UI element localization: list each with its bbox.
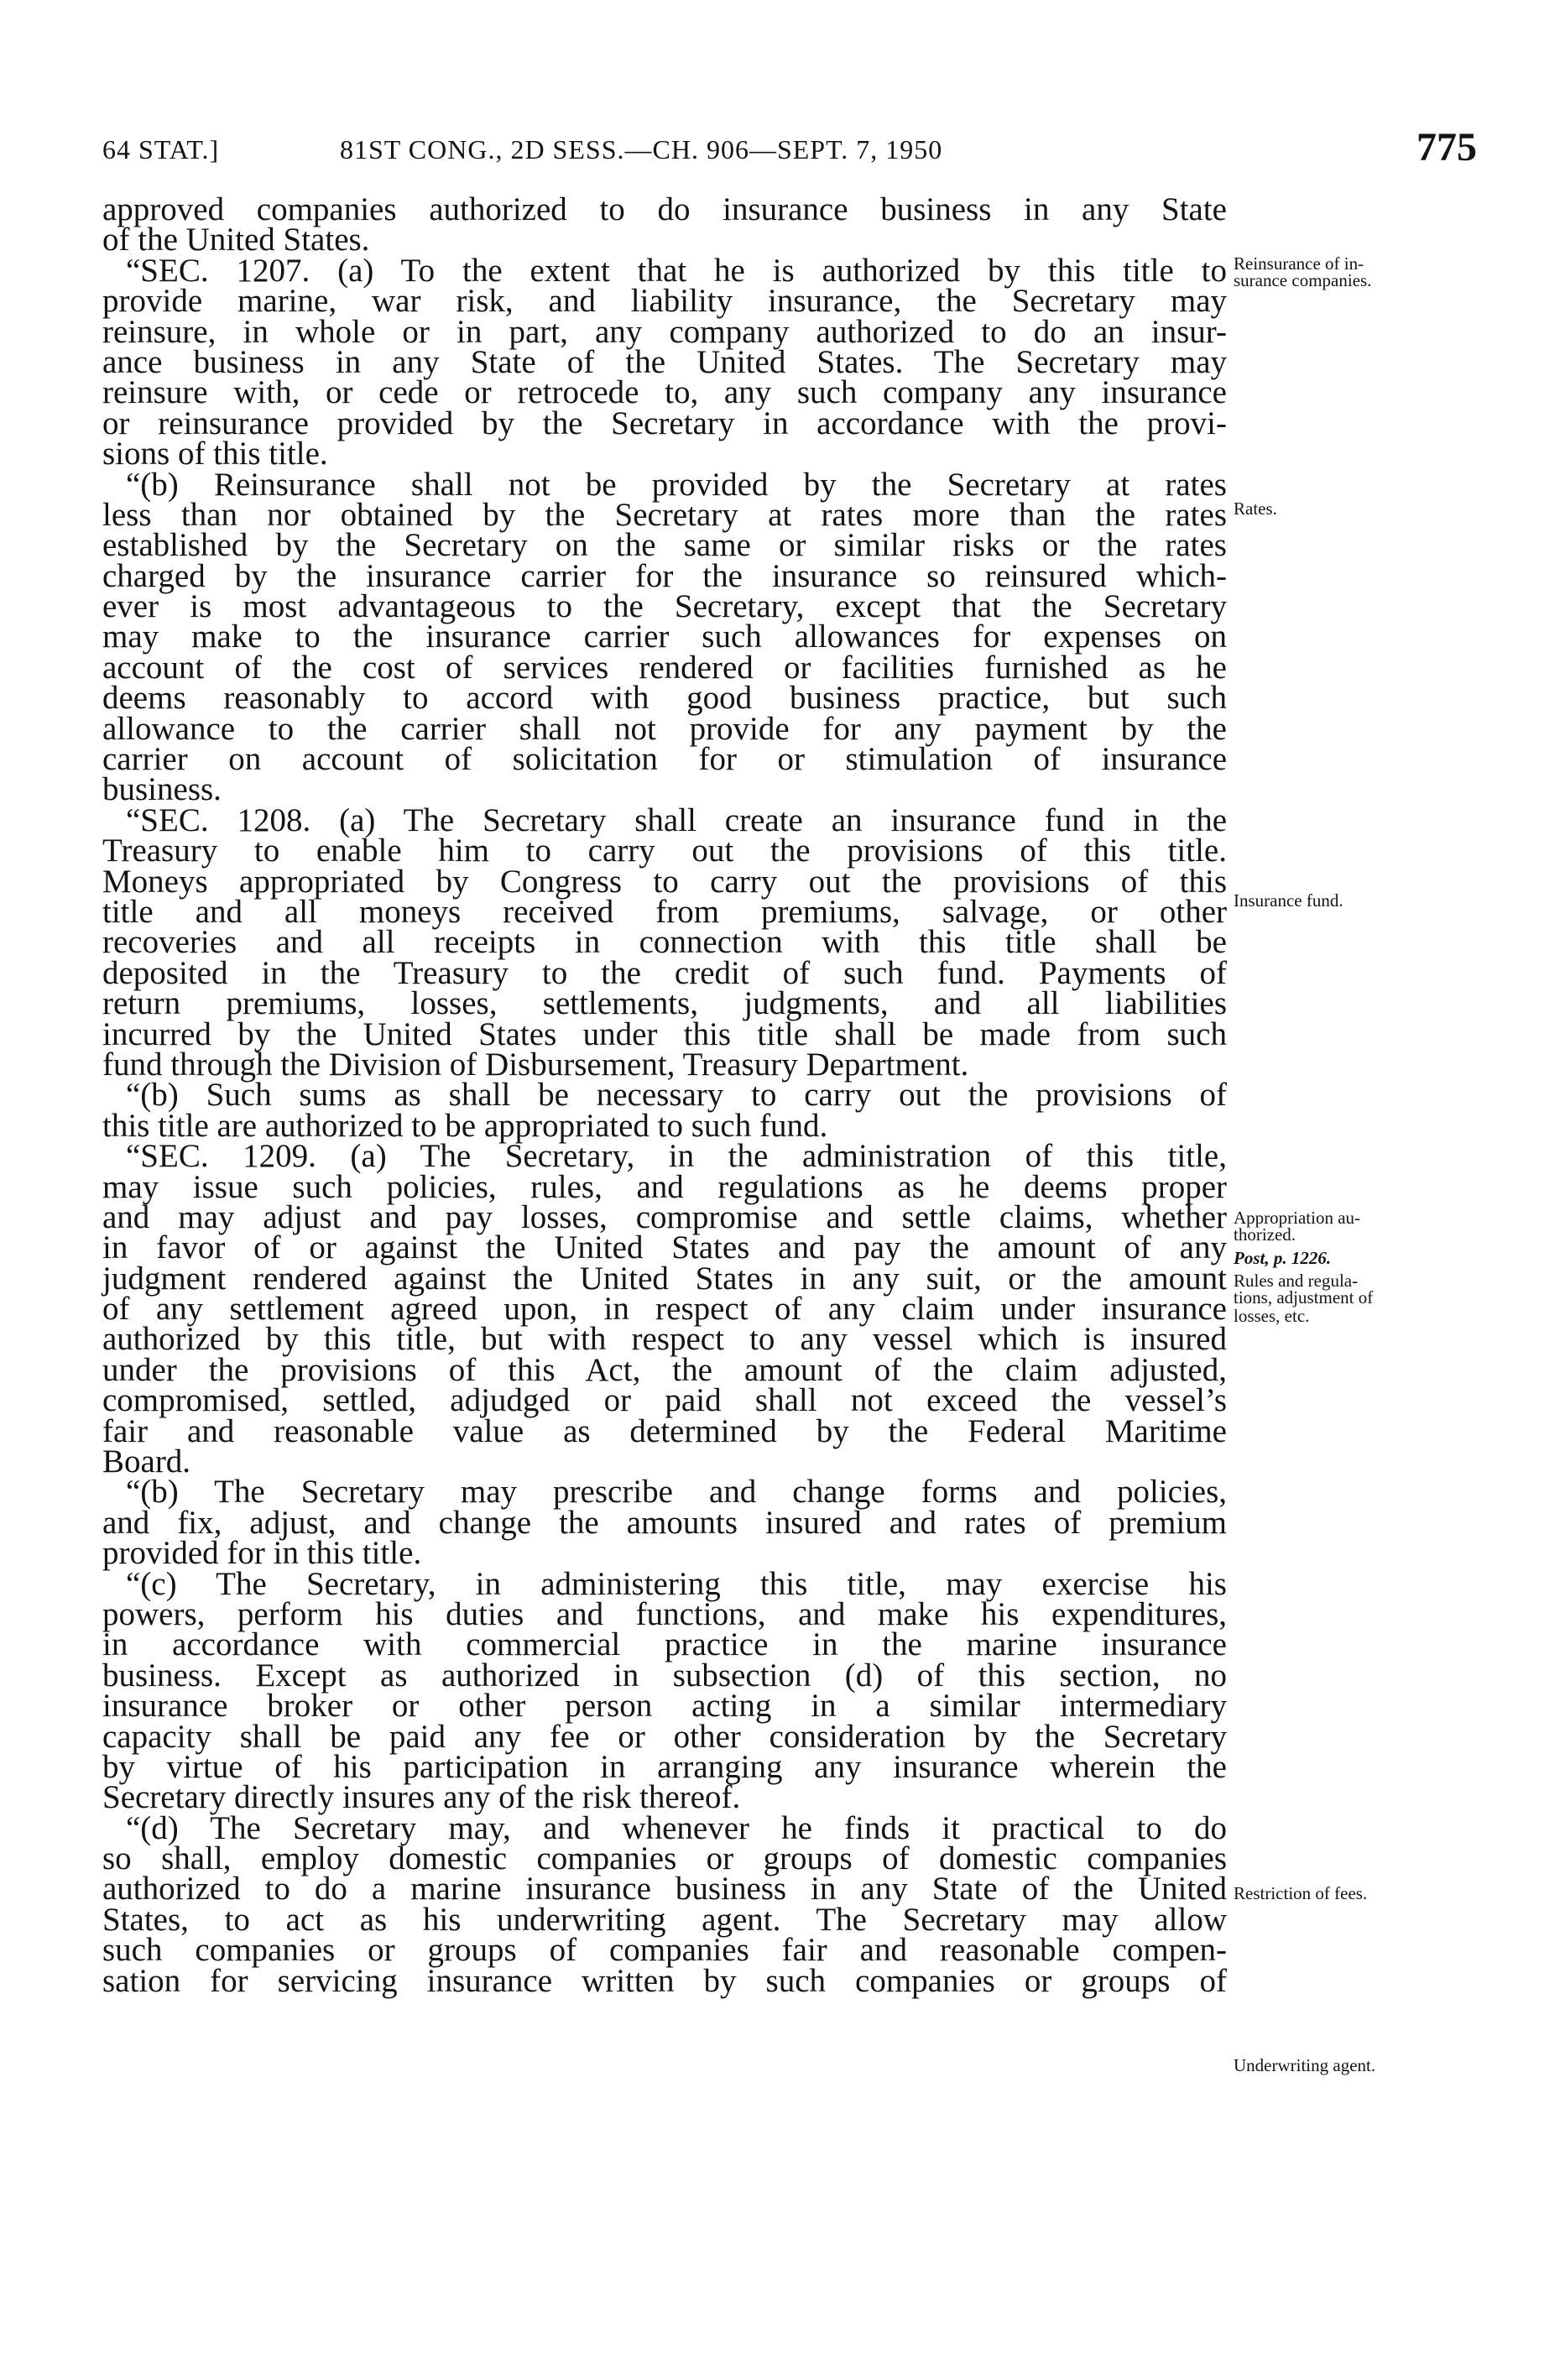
text-line: compromised, settled, adjudged or paid shall not exceed the vessel’s (102, 1382, 1227, 1419)
text-line: title and all moneys received from premiums, salvage, or other (102, 893, 1227, 930)
margin-note: Rules and regula- (1234, 1271, 1359, 1291)
text-line: incurred by the United States under this title shall be made from such (102, 1015, 1227, 1052)
text-line: sation for servicing insurance written by such companies or groups of (102, 1962, 1227, 1999)
subsection-line: “(c) The Secretary, in administering this title, may exercise his (126, 1565, 1227, 1602)
text-line: ever is most advantageous to the Secretary, except that the Secretary (102, 588, 1227, 625)
text-line: under the provisions of this Act, the amount of the claim adjusted, (102, 1351, 1227, 1388)
margin-note: Restriction of fees. (1234, 1883, 1368, 1903)
text-line: fair and reasonable value as determined by the Federal Maritime (102, 1412, 1227, 1449)
text-line: deems reasonably to accord with good business practice, but such (102, 680, 1227, 717)
subsection-line: “(b) The Secretary may prescribe and change forms and policies, (126, 1474, 1227, 1511)
text-line: approved companies authorized to do insurance business in any State (102, 191, 1227, 227)
margin-note: losses, etc. (1234, 1306, 1310, 1326)
text-line: return premiums, losses, settlements, judgments, and all liabilities (102, 985, 1227, 1022)
text-line: capacity shall be paid any fee or other consideration by the Secretary (102, 1718, 1227, 1755)
text-line: provide marine, war risk, and liability insurance, the Secretary may (102, 283, 1227, 320)
text-line: States, to act as his underwriting agent. The Secretary may allow (102, 1901, 1227, 1938)
text-line: provided for in this title. (102, 1535, 422, 1572)
text-line: Board. (102, 1443, 191, 1480)
text-line: business. (102, 771, 222, 808)
text-line: so shall, employ domestic companies or groups of domestic companies (102, 1840, 1227, 1877)
margin-note: surance companies. (1234, 270, 1372, 290)
statute-text (102, 191, 1227, 1999)
text-line: of any settlement agreed upon, in respect of any claim under insurance (102, 1291, 1227, 1328)
subsection-line: “(b) Such sums as shall be necessary to carry out the provisions of (126, 1077, 1227, 1114)
text-line: sions of this title. (102, 436, 328, 472)
text-line: may issue such policies, rules, and regulations as he deems proper (102, 1168, 1227, 1205)
text-line: such companies or groups of companies fair and reasonable compen- (102, 1932, 1227, 1969)
text-line: charged by the insurance carrier for the insurance so reinsured which- (102, 557, 1227, 594)
text-line: authorized by this title, but with respect to any vessel which is insured (102, 1321, 1227, 1358)
section-1208-heading-line: “SEC. 1208. (a) The Secretary shall create an insurance fund in the (126, 801, 1227, 838)
text-line: powers, perform his duties and functions, and make his expenditures, (102, 1595, 1227, 1632)
margin-note: thorized. (1234, 1224, 1296, 1245)
page-header (0, 0, 1565, 168)
text-line: insurance broker or other person acting in a similar intermediary (102, 1688, 1227, 1725)
text-line: business. Except as authorized in subsection (d) of this section, no (102, 1657, 1227, 1694)
text-line: established by the Secretary on the same or similar risks or the rates (102, 527, 1227, 564)
margin-note: Appropriation au- (1234, 1208, 1361, 1228)
text-line: and fix, adjust, and change the amounts insured and rates of premium (102, 1504, 1227, 1541)
text-line: and may adjust and pay losses, compromise and settle claims, whether (102, 1198, 1227, 1235)
text-line: reinsure with, or cede or retrocede to, any such company any insurance (102, 374, 1227, 411)
congress-session-reference: 81ST CONG., 2D SESS.—CH. 906—SEPT. 7, 1950 (340, 134, 943, 164)
text-line: account of the cost of services rendered or facilities furnished as he (102, 649, 1227, 686)
text-line: authorized to do a marine insurance business in any State of the United (102, 1871, 1227, 1908)
page-number: 775 (1416, 125, 1477, 170)
margin-note: Underwriting agent. (1234, 2055, 1376, 2075)
text-line: judgment rendered against the United States in any suit, or the amount (102, 1260, 1227, 1297)
text-line: Treasury to enable him to carry out the provisions of this title. (102, 832, 1227, 869)
text-line: fund through the Division of Disbursement, Treasury Department. (102, 1046, 969, 1083)
subsection-line: “(b) Reinsurance shall not be provided by the Secretary at rates (126, 466, 1227, 503)
margin-note: Insurance fund. (1234, 890, 1343, 911)
text-line: by virtue of his participation in arranging any insurance wherein the (102, 1748, 1227, 1785)
text-line: allowance to the carrier shall not provide for any payment by the (102, 710, 1227, 747)
text-line: may make to the insurance carrier such allowances for expenses on (102, 618, 1227, 655)
text-line: ance business in any State of the United States. The Secretary may (102, 343, 1227, 380)
margin-note-cross-reference: Post, p. 1226. (1234, 1248, 1332, 1268)
text-line: reinsure, in whole or in part, any company authorized to do an insur- (102, 313, 1227, 350)
text-line: of the United States. (102, 222, 370, 258)
section-1207-heading-line: “SEC. 1207. (a) To the extent that he is authorized by this title to (126, 252, 1227, 289)
margin-note: tions, adjustment of (1234, 1287, 1374, 1307)
text-line: this title are authorized to be appropriated to such fund. (102, 1107, 828, 1144)
text-line: less than nor obtained by the Secretary at rates more than the rates (102, 496, 1227, 533)
section-1209-heading-line: “SEC. 1209. (a) The Secretary, in the administration of this title, (126, 1138, 1227, 1175)
text-line: in favor of or against the United States and pay the amount of any (102, 1229, 1227, 1266)
text-line: or reinsurance provided by the Secretary in accordance with the provi- (102, 404, 1227, 441)
margin-note: Reinsurance of in- (1234, 253, 1364, 274)
text-line: recoveries and all receipts in connection with this title shall be (102, 924, 1227, 961)
text-line: deposited in the Treasury to the credit of such fund. Payments of (102, 954, 1227, 991)
text-line: Moneys appropriated by Congress to carry out the provisions of this (102, 863, 1227, 900)
text-line: carrier on account of solicitation for or stimulation of insurance (102, 741, 1227, 778)
text-line: in accordance with commercial practice in the marine insurance (102, 1626, 1227, 1663)
volume-reference: 64 STAT.] (102, 134, 220, 164)
text-line: Secretary directly insures any of the risk thereof. (102, 1779, 741, 1816)
subsection-line: “(d) The Secretary may, and whenever he finds it practical to do (126, 1809, 1227, 1846)
margin-note: Rates. (1234, 498, 1277, 519)
